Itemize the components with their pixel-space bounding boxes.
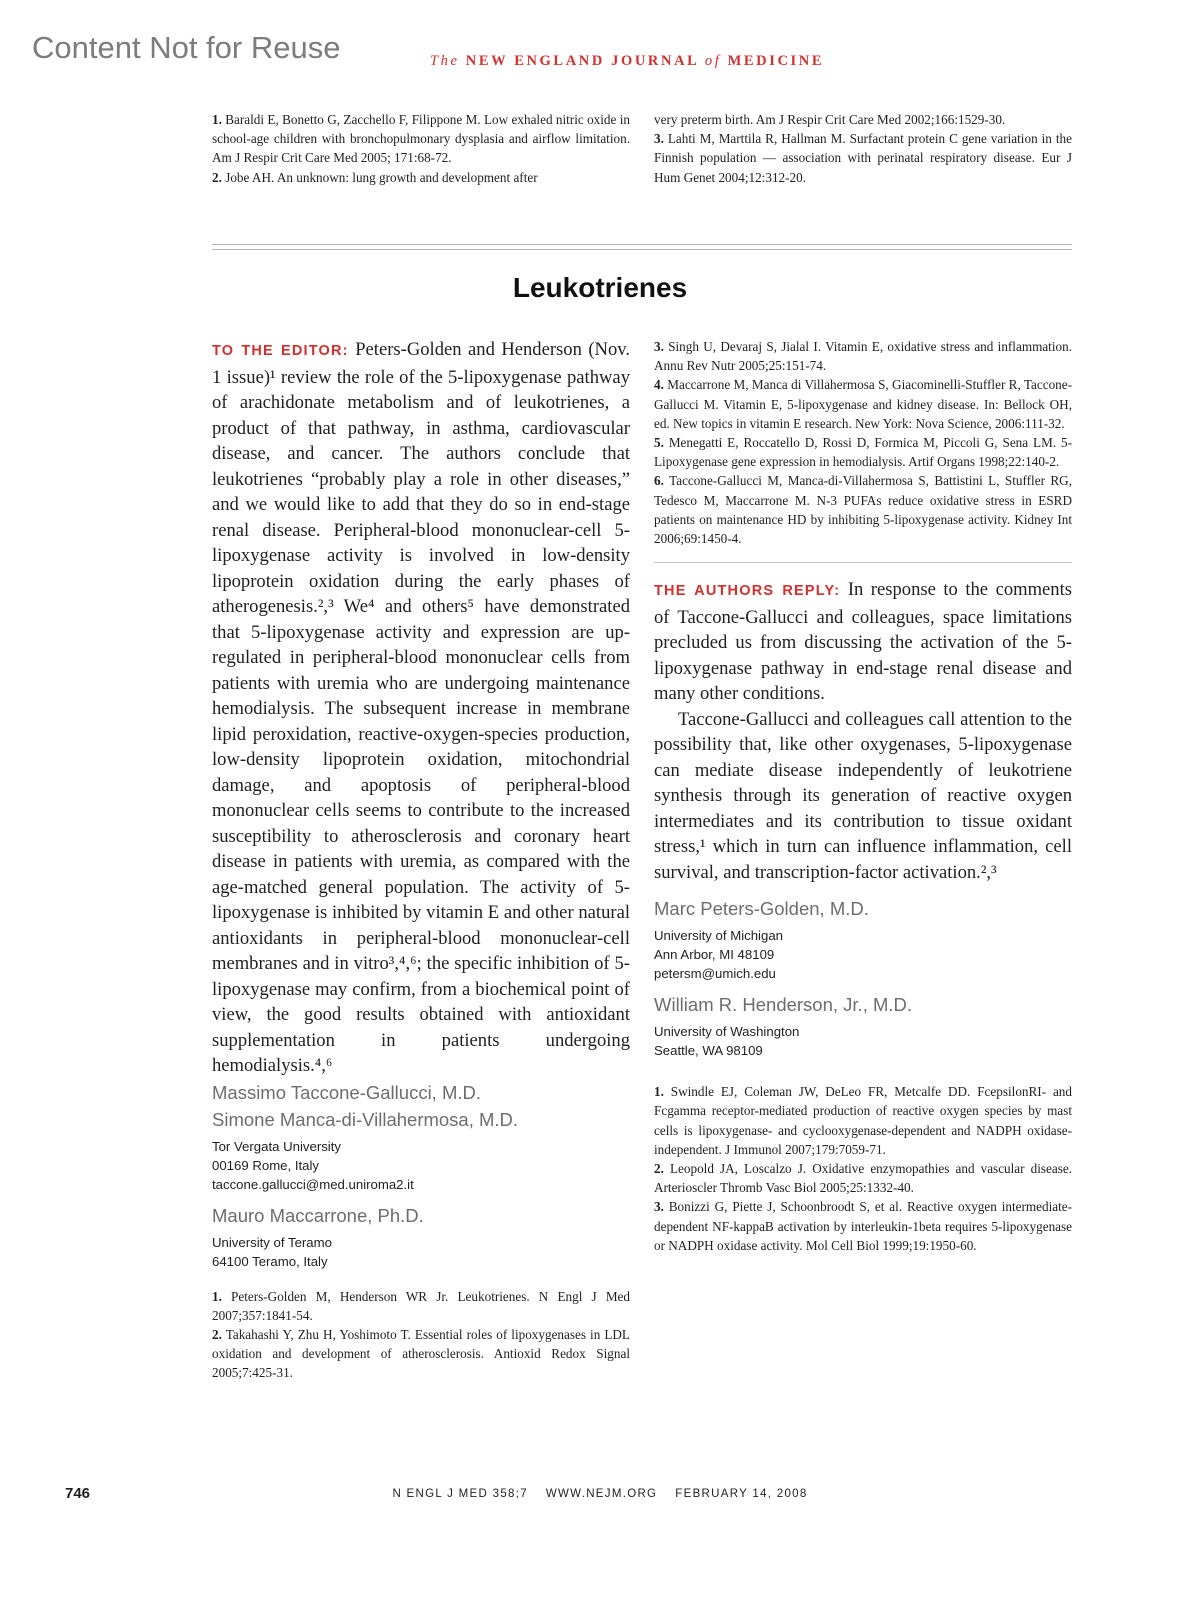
ref-item: 1. Swindle EJ, Coleman JW, DeLeo FR, Metcalfe DD. FcepsilonRI- and Fcgamma receptor-mediated production of reactive oxygen species by mast cells is lipoxygenase- and cyclooxygenase-dependent and NADPH oxidase-independent. J Immunol 2007;179:7059-71. — [654, 1084, 1072, 1157]
reply-lead: THE AUTHORS REPLY: — [654, 583, 841, 600]
reply-body: Taccone-Gallucci and colleagues call attention to the possibility that, like other oxygenases, 5-lipoxygenase can mediate disease independently of leukotriene synthesis through its generation of reactive oxygen intermediates and its contribution to tissue oxidant stress,¹ which in turn can influence inflammation, cell survival, and transcription-factor activation.²,³ — [654, 708, 1072, 883]
divider — [654, 562, 1072, 563]
journal-the: The — [430, 53, 460, 69]
ref-item: 2. Takahashi Y, Zhu H, Yoshimoto T. Essential roles of lipoxygenases in LDL oxidation and development of atherosclerosis. Antioxid Redox Signal 2005;7:425-31. — [212, 1326, 630, 1381]
reply-column — [654, 337, 1072, 1255]
reply-body: THE AUTHORS REPLY: In response to the comments of Taccone-Gallucci and colleagues, space limitations precluded us from discussing the activation of the 5-lipoxygenase pathway in end-stage renal disease and many other conditions. — [654, 579, 1072, 705]
watermark: Content Not for Reuse — [32, 30, 341, 65]
journal-name: NEW ENGLAND JOURNAL — [465, 53, 699, 69]
letter-column — [212, 337, 630, 1383]
article-title: Leukotrienes — [512, 272, 688, 303]
reply-affiliation-1: University of Michigan Ann Arbor, MI 48109 petersm@umich.edu — [654, 926, 1072, 983]
letter-affiliation-1: Tor Vergata University 00169 Rome, Italy taccone.gallucci@med.uniroma2.it — [212, 1137, 630, 1194]
letter-author-3: Mauro Maccarrone, Ph.D. — [212, 1204, 424, 1226]
ref-item: 2. Jobe AH. An unknown: lung growth and development after — [212, 169, 538, 185]
reply-author-2: William R. Henderson, Jr., M.D. — [654, 994, 913, 1016]
email-link[interactable]: petersm@umich.edu — [654, 966, 776, 982]
journal-header — [430, 53, 850, 70]
ref-item: 3. Bonizzi G, Piette J, Schoonbroodt S, et al. Reactive oxygen intermediate-dependent NF-kappaB activation by interleukin-1beta requires 5-lipoxygenase or NADPH oxidase activity. Mol Cell Biol 1999;19:1950-60. — [654, 1199, 1072, 1253]
ref-item: 6. Taccone-Gallucci M, Manca-di-Villahermosa S, Battistini L, Stuffler RG, Tedesco M, Maccarrone M. N-3 PUFAs reduce oxidative stress in ESRD patients on maintenance HD by inhibiting 5-lipoxygenase activity. Kidney Int 2006;69:1450-4. — [654, 473, 1072, 547]
letter-author-2: Simone Manca-di-Villahermosa, M.D. — [212, 1108, 519, 1130]
email-link[interactable]: taccone.gallucci@med.uniroma2.it — [212, 1176, 414, 1192]
section-rule — [212, 249, 1072, 250]
journal-of: of — [704, 53, 722, 69]
letter-lead: TO THE EDITOR: — [212, 343, 349, 359]
section-rule — [212, 244, 1072, 245]
journal-medicine: MEDICINE — [727, 53, 825, 69]
letter-affiliation-2: University of Teramo 64100 Teramo, Italy — [212, 1234, 332, 1269]
ref-item: 5. Menegatti E, Roccatello D, Rossi D, Formica M, Piccoli G, Sena LM. 5-Lipoxygenase gene expression in hemodialysis. Artif Organs 1998;22:140-2. — [654, 435, 1073, 470]
ref-continuation: very preterm birth. Am J Respir Crit Care Med 2002;166:1529-30. — [654, 112, 1006, 127]
ref-item: 3. Singh U, Devaraj S, Jialal I. Vitamin E, oxidative stress and inflammation. Annu Rev Nutr 2005;25:151-74. — [654, 339, 1072, 374]
ref-item: 3. Lahti M, Marttila R, Hallman M. Surfactant protein C gene variation in the Finnish population — association with perinatal respiratory disease. Eur J Hum Genet 2004;12:312-20. — [654, 131, 1072, 185]
page-number: 746 — [65, 1485, 91, 1502]
letter-body: TO THE EDITOR: Peters-Golden and Henderson (Nov. 1 issue)¹ review the role of the 5-lipoxygenase pathway of arachidonate metabolism and of leukotrienes, a product of that pathway, in asthma, cardiovascular disease, and cancer. The authors conclude that leukotrienes “probably play a role in other diseases,” and we would like to add that they do so in end-stage renal disease. Peripheral-blood mononuclear-cell 5-lipoxygenase activity is involved in low-density lipoprotein oxidation during the early phases of atherogenesis.²,³ We⁴ and others⁵ have demonstrated that 5-lipoxygenase activity and expression are up-regulated in peripheral-blood mononuclear cells from patients with uremia who are undergoing maintenance hemodialysis. The subsequent increase in membrane lipid peroxidation, reactive-oxygen-species production, low-density lipoprotein oxidation, mitochondrial damage, and apoptosis of peripheral-blood mononuclear cells seems to contribute to the increased susceptibility to atherosclerosis and coronary heart disease in patients with uremia, as compared with the age-matched general population. The activity of 5-lipoxygenase is inhibited by vitamin E and other natural antioxidants in peripheral-blood mononuclear-cell membranes and in vitro³,⁴,⁶; the specific inhibition of 5-lipoxygenase may confirm, from a biochemical point of view, the good results obtained with antioxidant supplementation in patients undergoing hemodialysis.⁴,⁶ — [212, 339, 630, 1076]
page-footer: N ENGL J MED 358;7 WWW.NEJM.ORG FEBRUARY 14, 2008 — [392, 1488, 808, 1500]
ref-item: 1. Baraldi E, Bonetto G, Zacchello F, Filippone M. Low exhaled nitric oxide in school-age children with bronchopulmonary dysplasia and airflow limitation. Am J Respir Crit Care Med 2005; 171:68-72. — [212, 112, 630, 166]
top-refs-right — [654, 110, 1072, 187]
top-refs-left — [212, 110, 630, 187]
ref-item: 4. Maccarrone M, Manca di Villahermosa S, Giacominelli-Stuffler R, Taccone-Gallucci M. Vitamin E, 5-lipoxygenase and kidney disease. In: Bellock OH, ed. New topics in vitamin E research. New York: Nova Science, 2006:111-32. — [654, 377, 1073, 431]
reply-author-1: Marc Peters-Golden, M.D. — [654, 898, 869, 920]
ref-item: 2. Leopold JA, Loscalzo J. Oxidative enzymopathies and vascular disease. Arterioscler Thromb Vasc Biol 2005;25:1332-40. — [654, 1161, 1073, 1196]
letter-author-1: Massimo Taccone-Gallucci, M.D. — [212, 1081, 482, 1103]
ref-item: 1. Peters-Golden M, Henderson WR Jr. Leukotrienes. N Engl J Med 2007;357:1841-54. — [212, 1288, 630, 1323]
reply-affiliation-2: University of Washington Seattle, WA 98109 — [654, 1024, 800, 1059]
